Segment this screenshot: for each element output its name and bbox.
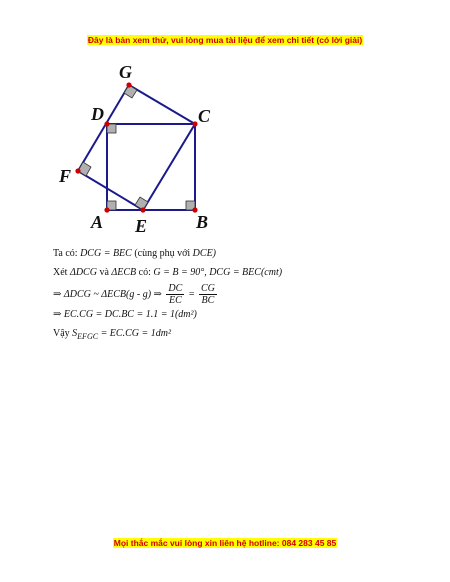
fraction-1-numerator: DC: [168, 283, 183, 294]
solution-line-5: [53, 328, 171, 341]
label-B: B: [196, 212, 209, 232]
fraction-1-denominator: EC: [168, 295, 182, 306]
label-A: A: [91, 212, 104, 232]
point-E: [140, 207, 145, 212]
fraction-2-numerator: CG: [200, 283, 215, 294]
line2-conditions: G = B = 90°, DCG = BEC(cmt): [153, 267, 283, 278]
label-D: D: [91, 104, 104, 124]
line2-triangle-2: ΔECB: [111, 267, 137, 278]
point-G: [126, 82, 131, 87]
line2-prefix: Xét: [53, 267, 68, 278]
line5-prefix: Vậy: [53, 328, 70, 339]
label-G: G: [119, 62, 132, 82]
hotline-banner-text: Mọi thắc mắc vui lòng xin liên hệ hotline: 084 283 45 85: [113, 538, 337, 548]
line5-area-symbol: S: [72, 328, 78, 339]
point-C: [192, 121, 197, 126]
line3-arrow: ⇒: [53, 288, 62, 300]
solution-line-3: [53, 283, 219, 306]
label-E: E: [135, 216, 148, 236]
edge-EC: [143, 124, 195, 210]
preview-banner: [0, 35, 450, 45]
fraction-2-denominator: BC: [201, 295, 215, 306]
line3-similarity: ΔDCG ~ ΔECB(g - g): [63, 288, 152, 300]
line5-expr: = EC.CG = 1dm²: [100, 328, 171, 339]
line2-suffix: có:: [138, 267, 151, 278]
line1-prefix: Ta có:: [53, 248, 78, 259]
line1-expr: DCG = BEC: [80, 248, 132, 259]
line5-area-subscript: EFGC: [77, 332, 99, 341]
line1-note: (cùng phụ với: [134, 248, 191, 259]
edge-CG: [129, 85, 195, 124]
point-A: [104, 207, 109, 212]
point-F: [75, 168, 80, 173]
hotline-banner: [0, 538, 450, 548]
line2-triangle-1: ΔDCG: [69, 267, 97, 278]
geometry-figure: [40, 55, 240, 245]
fraction-cg-bc: [199, 283, 217, 306]
line3-equals: =: [188, 288, 195, 300]
line1-ref: DCE): [192, 248, 217, 259]
figure-points: [75, 82, 197, 212]
solution-line-2: [53, 267, 282, 278]
fraction-dc-ec: [166, 283, 184, 306]
line2-and: và: [99, 267, 109, 278]
edge-GF: [78, 85, 129, 171]
preview-banner-text: Đây là bản xem thử, vui lòng mua tài liệu để xem chi tiết (có lời giải): [87, 35, 363, 45]
solution-line-4: [53, 309, 197, 320]
label-F: F: [59, 166, 72, 186]
solution-line-1: [53, 248, 216, 259]
point-D: [104, 121, 109, 126]
line4-expr: EC.CG = DC.BC = 1.1 = 1(dm²): [63, 309, 197, 320]
line4-arrow: ⇒: [53, 309, 62, 320]
label-C: C: [198, 106, 211, 126]
right-angle-F: [78, 162, 91, 176]
line3-arrow-2: ⇒: [153, 288, 162, 300]
